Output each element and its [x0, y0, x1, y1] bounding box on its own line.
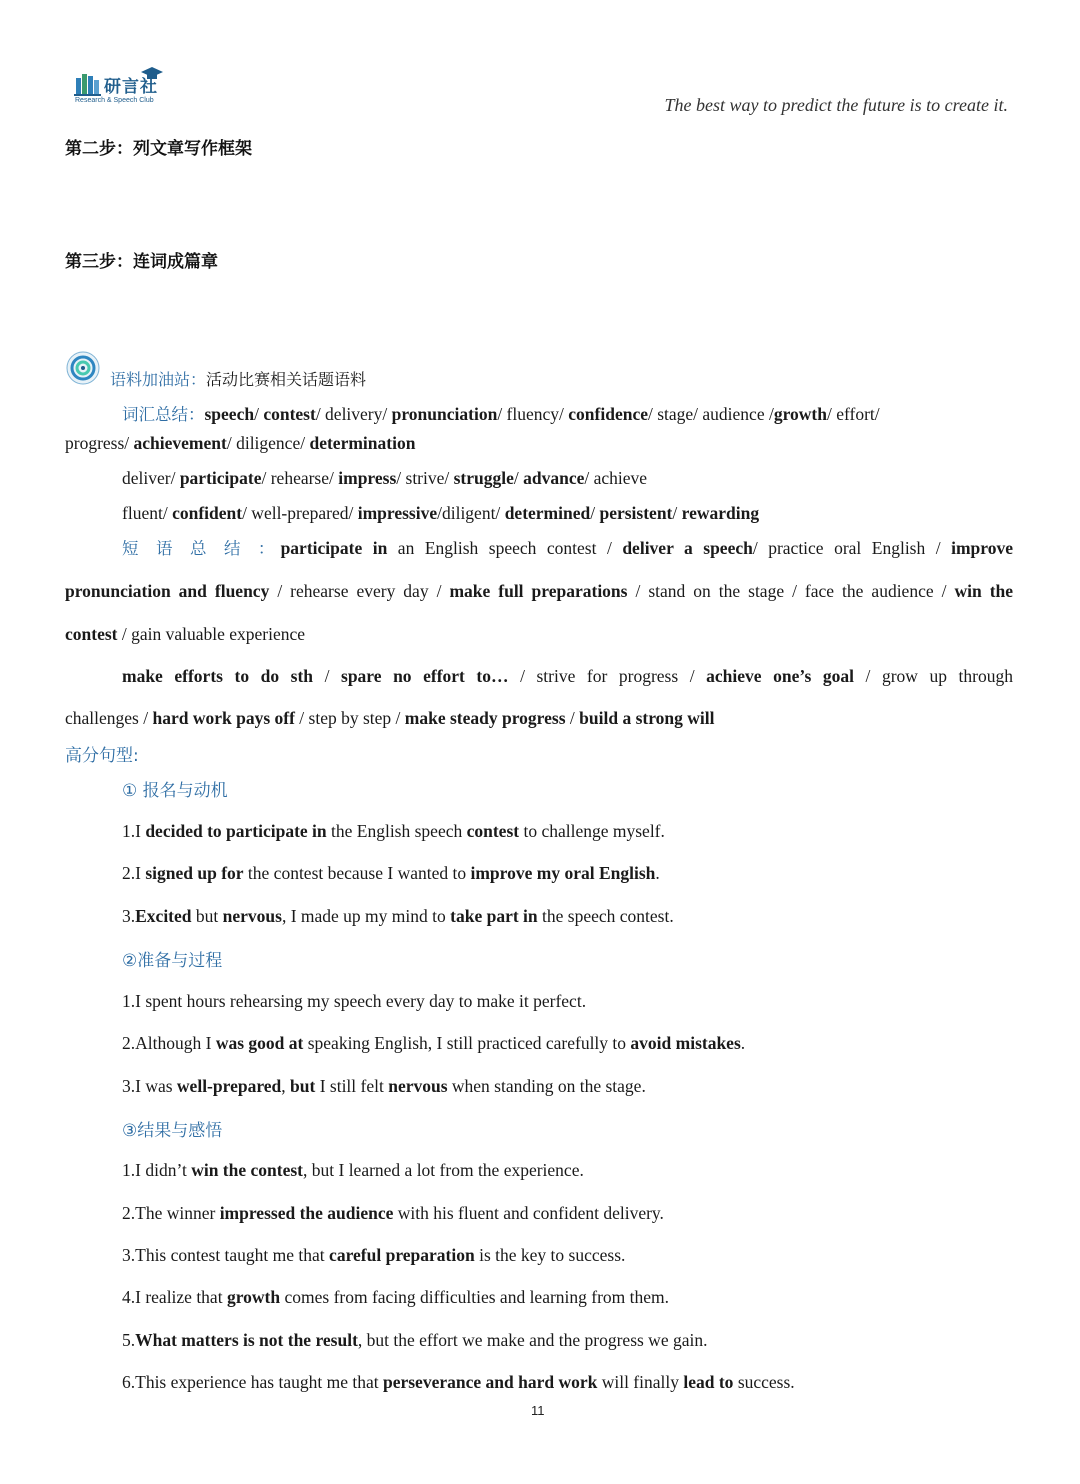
sentence-1-2: [122, 862, 660, 884]
text-run: 4.I realize that: [122, 1287, 227, 1307]
bold-term: deliver a speech: [622, 538, 753, 558]
text-run: / delivery/: [315, 404, 392, 424]
text-run: , but I learned a lot from the experience.: [303, 1160, 584, 1180]
sentence-2-1: [122, 990, 586, 1012]
text-run: 2.The winner: [122, 1203, 220, 1223]
text-run: / practice oral English /: [752, 538, 952, 558]
bold-term: make steady progress: [404, 708, 566, 728]
step-2-heading: 第二步：列文章写作框架: [65, 139, 252, 159]
text-run: /: [313, 666, 342, 686]
book-logo-icon: [74, 70, 102, 98]
text-run: / stage/ audience /: [647, 404, 774, 424]
bold-term: perseverance and hard work: [382, 1372, 598, 1392]
bold-term: pronunciation and fluency: [65, 581, 270, 601]
vocab-line-2: [65, 432, 415, 454]
corpus-station-title: 活动比赛相关话题语料: [206, 370, 367, 389]
text-run: / step by step /: [294, 708, 405, 728]
text-run: .: [740, 1033, 746, 1053]
bold-term: signed up for: [145, 863, 244, 883]
text-run: , but the effort we make and the progress we gain.: [357, 1330, 708, 1350]
bold-term: contest: [263, 404, 316, 424]
bold-term: advance: [523, 468, 585, 488]
sentence-1-3: [122, 905, 674, 927]
bold-term: What matters is not the result: [135, 1330, 358, 1350]
text-run: 1.I didn’t: [122, 1160, 192, 1180]
text-run: with his fluent and confident delivery.: [393, 1203, 664, 1223]
bold-term: make efforts to do sth: [122, 666, 314, 686]
bold-term: impress: [338, 468, 397, 488]
bold-term: contest: [466, 821, 520, 841]
text-run: 6.This experience has taught me that: [122, 1372, 383, 1392]
sentence-3-4: [122, 1286, 669, 1308]
bold-term: careful preparation: [329, 1245, 475, 1265]
bold-term: growth: [226, 1287, 281, 1307]
text-run: 3.I was: [122, 1076, 177, 1096]
text-run: comes from facing difficulties and learning from them.: [280, 1287, 670, 1307]
text-run: 2.Although I: [122, 1033, 216, 1053]
text-run: / gain valuable experience: [117, 624, 306, 644]
text-run: deliver/: [122, 468, 180, 488]
bold-term: impressed the audience: [219, 1203, 394, 1223]
sentence-3-6: [122, 1371, 795, 1393]
corpus-station-label: 语料加油站：: [110, 370, 207, 389]
logo: [74, 66, 174, 110]
text-run: /: [513, 468, 524, 488]
target-icon: [66, 350, 102, 386]
vocab-label: 词汇总结：: [122, 405, 205, 424]
bold-term: improve my oral English: [470, 863, 656, 883]
text-run: speaking English, I still practiced carefully to: [303, 1033, 631, 1053]
text-run: will finally: [597, 1372, 684, 1392]
bold-term: persistent: [599, 503, 673, 523]
text-run: the English speech: [326, 821, 467, 841]
text-run: but: [191, 906, 223, 926]
bold-term: contest: [65, 624, 118, 644]
sentence-2-3: [122, 1075, 646, 1097]
bold-term: win the contest: [191, 1160, 303, 1180]
text-run: , I made up my mind to: [281, 906, 451, 926]
bold-term: speech: [204, 404, 255, 424]
bold-term: improve: [951, 538, 1013, 558]
bold-term: win the: [954, 581, 1014, 601]
text-run: is the key to success.: [474, 1245, 626, 1265]
text-run: the speech contest.: [537, 906, 674, 926]
text-run: the contest because I wanted to: [243, 863, 471, 883]
bold-term: confident: [172, 503, 243, 523]
text-run: / fluency/: [497, 404, 569, 424]
sentence-3-2: [122, 1202, 664, 1224]
phrases-label: 短 语 总 结 ：: [122, 539, 281, 558]
bold-term: spare no effort to…: [341, 666, 509, 686]
logo-subtitle: Research & Speech Club: [75, 97, 154, 104]
group-2-title: ②准备与过程: [122, 951, 223, 971]
text-run: .: [655, 863, 660, 883]
sentence-3-3: [122, 1244, 625, 1266]
text-run: 1.I spent hours rehearsing my speech every day to make it perfect.: [122, 991, 587, 1011]
bold-term: determined: [504, 503, 591, 523]
bold-term: growth: [773, 404, 827, 424]
text-run: / strive for progress /: [508, 666, 707, 686]
text-run: / grow up through: [854, 666, 1013, 686]
bold-term: determination: [309, 433, 416, 453]
text-run: when standing on the stage.: [447, 1076, 646, 1096]
text-run: I still felt: [315, 1076, 389, 1096]
phrase-line-1: [122, 537, 1013, 560]
group-3-title: ③结果与感悟: [122, 1121, 223, 1141]
bold-term: hard work pays off: [152, 708, 295, 728]
text-run: 3.This contest taught me that: [122, 1245, 330, 1265]
text-run: / rehearse every day /: [269, 581, 450, 601]
text-run: / stand on the stage / face the audience /: [627, 581, 955, 601]
bold-term: lead to: [683, 1372, 734, 1392]
text-run: progress/: [65, 433, 134, 453]
text-run: 3.: [122, 906, 136, 926]
text-run: 1.I: [122, 821, 146, 841]
sentence-2-2: [122, 1032, 745, 1054]
phrase-items: [281, 538, 1013, 558]
text-run: /: [254, 404, 264, 424]
vocab-line-4: [122, 502, 759, 524]
bold-term: decided to participate in: [145, 821, 327, 841]
bold-term: achievement: [133, 433, 227, 453]
bold-term: Excited: [135, 906, 192, 926]
bold-term: participate in: [280, 538, 388, 558]
phrase-line-5: [65, 707, 715, 729]
motto: The best way to predict the future is to create it.: [664, 95, 1008, 115]
text-run: fluent/: [122, 503, 173, 523]
text-run: / diligence/: [226, 433, 310, 453]
logo-text: 研言社: [104, 77, 158, 97]
text-run: 2.I: [122, 863, 146, 883]
text-run: ,: [281, 1076, 291, 1096]
text-run: /: [590, 503, 600, 523]
sentence-3-1: [122, 1159, 584, 1181]
page-number: 11: [531, 1403, 545, 1418]
sentence-1-1: [122, 820, 665, 842]
bold-term: rewarding: [681, 503, 760, 523]
bold-term: pronunciation: [391, 404, 498, 424]
phrase-line-2: [65, 580, 1013, 602]
bold-term: confidence: [568, 404, 648, 424]
bold-term: take part in: [450, 906, 538, 926]
bold-term: but: [290, 1076, 316, 1096]
bold-term: impressive: [357, 503, 438, 523]
text-run: / achieve: [584, 468, 648, 488]
bold-term: avoid mistakes: [630, 1033, 741, 1053]
bold-term: nervous: [222, 906, 282, 926]
text-run: /diligent/: [437, 503, 505, 523]
sentences-label: 高分句型:: [65, 746, 139, 766]
text-run: / effort/: [827, 404, 880, 424]
bold-term: was good at: [215, 1033, 304, 1053]
group-1-title: ① 报名与动机: [122, 781, 228, 801]
vocab-line-1: [122, 403, 880, 426]
step-3-heading: 第三步：连词成篇章: [65, 252, 218, 272]
text-run: / rehearse/: [261, 468, 339, 488]
text-run: /: [672, 503, 682, 523]
vocab-line-3: [122, 467, 647, 489]
bold-term: struggle: [453, 468, 514, 488]
text-run: to challenge myself.: [519, 821, 665, 841]
bold-term: nervous: [388, 1076, 448, 1096]
text-run: / strive/: [396, 468, 454, 488]
text-run: challenges /: [65, 708, 153, 728]
sentence-3-5: [122, 1329, 707, 1351]
text-run: / well-prepared/: [242, 503, 358, 523]
vocab-words: [205, 404, 880, 424]
bold-term: well-prepared: [176, 1076, 282, 1096]
bold-term: make full preparations: [449, 581, 628, 601]
phrase-line-4: [122, 665, 1013, 687]
bold-term: achieve one’s goal: [706, 666, 854, 686]
text-run: 5.: [122, 1330, 136, 1350]
phrase-line-3: [65, 623, 305, 645]
text-run: /: [565, 708, 580, 728]
bold-term: participate: [179, 468, 262, 488]
bold-term: build a strong will: [579, 708, 715, 728]
text-run: an English speech contest /: [387, 538, 623, 558]
text-run: success.: [733, 1372, 795, 1392]
